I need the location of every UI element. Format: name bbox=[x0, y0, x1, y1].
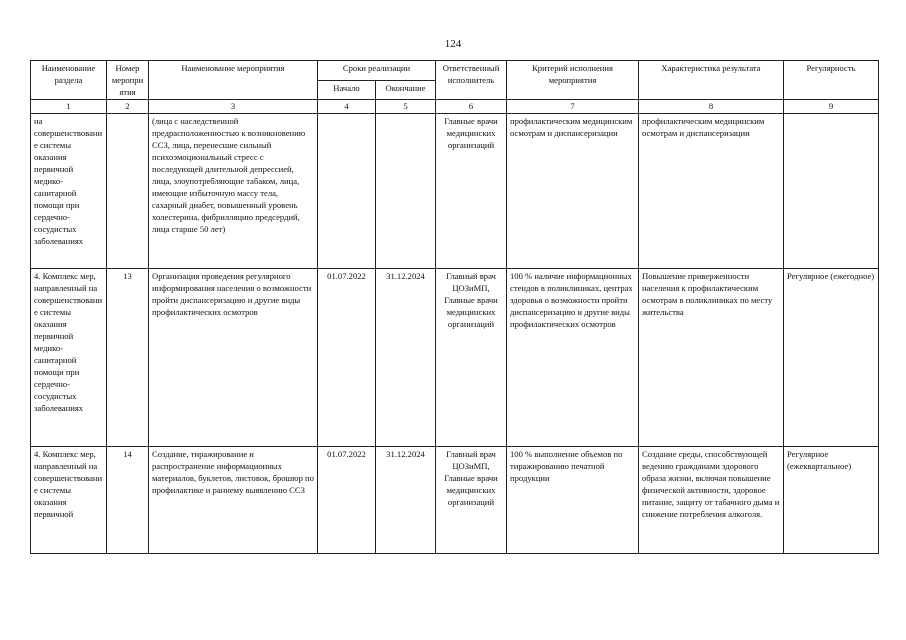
column-number: 4 bbox=[318, 100, 376, 114]
header-regularity: Регулярность bbox=[784, 61, 879, 100]
header-start: Начало bbox=[318, 80, 376, 100]
row-end-date: 31.12.2024 bbox=[376, 447, 436, 554]
row-end-date bbox=[376, 114, 436, 269]
column-number: 6 bbox=[436, 100, 507, 114]
row-result: Создание среды, способствующей ведению гражданами здорового образа жизни, включая повышение физической активности, здоровое питание, защиту от табачного дыма и снижение потребления алкоголя. bbox=[639, 447, 784, 554]
row-start-date: 01.07.2022 bbox=[318, 447, 376, 554]
row-number: 14 bbox=[107, 447, 149, 554]
header-deadlines: Сроки реализации bbox=[318, 61, 436, 81]
header-event-number: Номер мероприятия bbox=[107, 61, 149, 100]
header-row bbox=[31, 61, 879, 81]
header-responsible: Ответственный исполнитель bbox=[436, 61, 507, 100]
column-number: 2 bbox=[107, 100, 149, 114]
row-responsible: Главный врач ЦОЗиМП, Главные врачи медицинских организаций bbox=[436, 269, 507, 447]
table-row bbox=[31, 447, 879, 554]
row-section: 4. Комплекс мер, направленный на совершенствование системы оказания первичной bbox=[31, 447, 107, 554]
row-regularity bbox=[784, 114, 879, 269]
column-number: 3 bbox=[149, 100, 318, 114]
row-event-name: Организация проведения регулярного информирования населения о возможности пройти диспансеризацию и другие виды профилактических осмотров bbox=[149, 269, 318, 447]
row-regularity: Регулярное (ежеквартальное) bbox=[784, 447, 879, 554]
row-section: на совершенствование системы оказания первичной медико-санитарной помощи при сердечно-сосудистых заболеваниях bbox=[31, 114, 107, 269]
row-end-date: 31.12.2024 bbox=[376, 269, 436, 447]
header-criterion: Критерий исполнения мероприятия bbox=[507, 61, 639, 100]
row-responsible: Главный врач ЦОЗиМП, Главные врачи медицинских организаций bbox=[436, 447, 507, 554]
table-row bbox=[31, 114, 879, 269]
row-start-date: 01.07.2022 bbox=[318, 269, 376, 447]
row-result: Повышение приверженности населения к профилактическим осмотрам в поликлиниках по месту жительства bbox=[639, 269, 784, 447]
column-number: 7 bbox=[507, 100, 639, 114]
row-event-name: (лица с наследственной предрасположенностью к возникновению ССЗ, лица, перенесшие сильный психоэмоциональный стресс с последующей длительной депрессией, лица, злоупотребляющие табаком, лица, имеющие избыточную массу тела, сахарный диабет, повышенный уровень холестерина, фибрилляцию предсердий, лица старше 50 лет) bbox=[149, 114, 318, 269]
header-event-name: Наименование мероприятия bbox=[149, 61, 318, 100]
column-number: 5 bbox=[376, 100, 436, 114]
row-criterion: 100 % выполнение объемов по тиражированию печатной продукции bbox=[507, 447, 639, 554]
header-result: Характеристика результата bbox=[639, 61, 784, 100]
row-responsible: Главные врачи медицинских организаций bbox=[436, 114, 507, 269]
events-table bbox=[30, 60, 879, 554]
row-start-date bbox=[318, 114, 376, 269]
header-end: Окончание bbox=[376, 80, 436, 100]
column-number: 8 bbox=[639, 100, 784, 114]
column-number-row bbox=[31, 100, 879, 114]
row-event-name: Создание, тиражирование и распространение информационных материалов, буклетов, листовок, брошюр по профилактике и раннему выявлению ССЗ bbox=[149, 447, 318, 554]
row-number: 13 bbox=[107, 269, 149, 447]
row-number bbox=[107, 114, 149, 269]
header-section: Наименование раздела bbox=[31, 61, 107, 100]
table-row bbox=[31, 269, 879, 447]
row-criterion: профилактическим медицинским осмотрам и диспансеризации bbox=[507, 114, 639, 269]
page-number: 124 bbox=[444, 38, 462, 50]
row-section: 4. Комплекс мер, направленный на совершенствование системы оказания первичной медико-санитарной помощи при сердечно-сосудистых заболеваниях bbox=[31, 269, 107, 447]
column-number: 1 bbox=[31, 100, 107, 114]
row-result: профилактическим медицинским осмотрам и диспансеризации bbox=[639, 114, 784, 269]
row-criterion: 100 % наличие информационных стендов в поликлиниках, центрах здоровья о возможности пройти диспансеризацию и другие виды профилактических осмотров bbox=[507, 269, 639, 447]
column-number: 9 bbox=[784, 100, 879, 114]
row-regularity: Регулярное (ежегодное) bbox=[784, 269, 879, 447]
